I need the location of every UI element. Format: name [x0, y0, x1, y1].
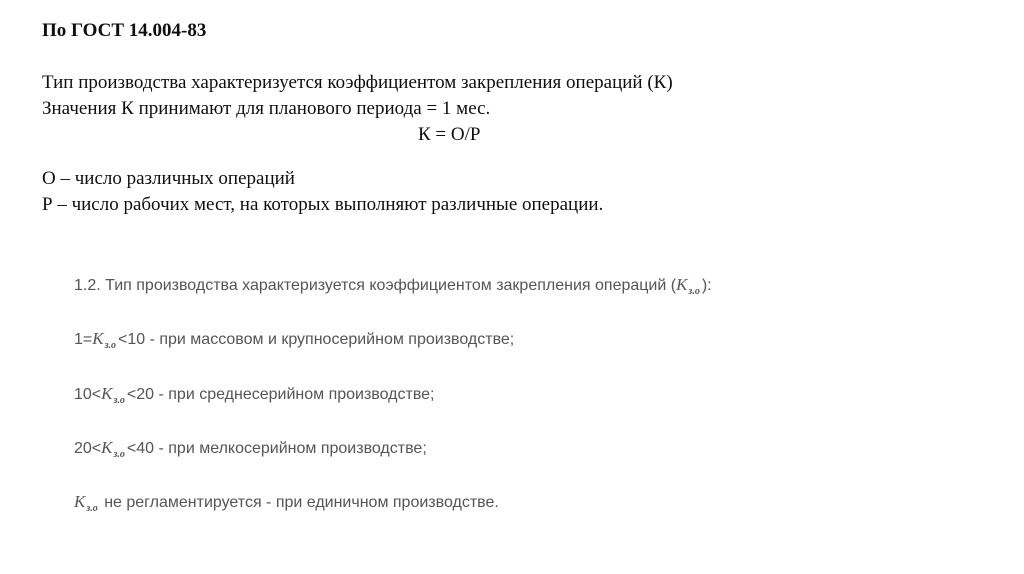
- spacer: [42, 148, 942, 166]
- excerpt-heading-end: ):: [701, 277, 712, 294]
- gost-definition-block: [42, 18, 942, 218]
- kzo-symbol: $K_{з.о}$: [74, 492, 98, 514]
- excerpt-heading: [74, 272, 712, 298]
- excerpt-row-mass: $1=K_{з.о} <10$ - при массовом и крупносерийном производстве;: [74, 326, 514, 352]
- excerpt-row-medium: $10<K_{з.о} <20$ - при среднесерийном производстве;: [74, 381, 435, 407]
- definition-p: Р – число рабочих мест, на которых выполняют различные операции.: [42, 194, 604, 215]
- kzo-symbol: $K_{з.о}$: [101, 438, 125, 460]
- kzo-symbol: $K_{з.о}$: [92, 329, 116, 351]
- definition-o: О – число различных операций: [42, 168, 295, 189]
- page-title: По ГОСТ 14.004-83: [42, 20, 207, 41]
- kzo-symbol: $K_{з.о}$: [101, 384, 125, 406]
- excerpt-row-small: $20<K_{з.о} <40$ - при мелкосерийном производстве;: [74, 435, 427, 461]
- intro-line-1: Тип производства характеризуется коэффициентом закрепления операций (К): [42, 72, 673, 93]
- intro-line-2: Значения К принимают для планового периода = 1 мес.: [42, 98, 491, 119]
- formula: К = О/Р: [418, 124, 481, 145]
- excerpt-heading-text: 1.2. Тип производства характеризуется коэффициентом закрепления операций (: [74, 277, 677, 294]
- kzo-symbol: $K_{з.о}$: [676, 275, 700, 297]
- excerpt-row-single: $K_{з.о}$ не регламентируется - при единичном производстве.: [74, 489, 499, 515]
